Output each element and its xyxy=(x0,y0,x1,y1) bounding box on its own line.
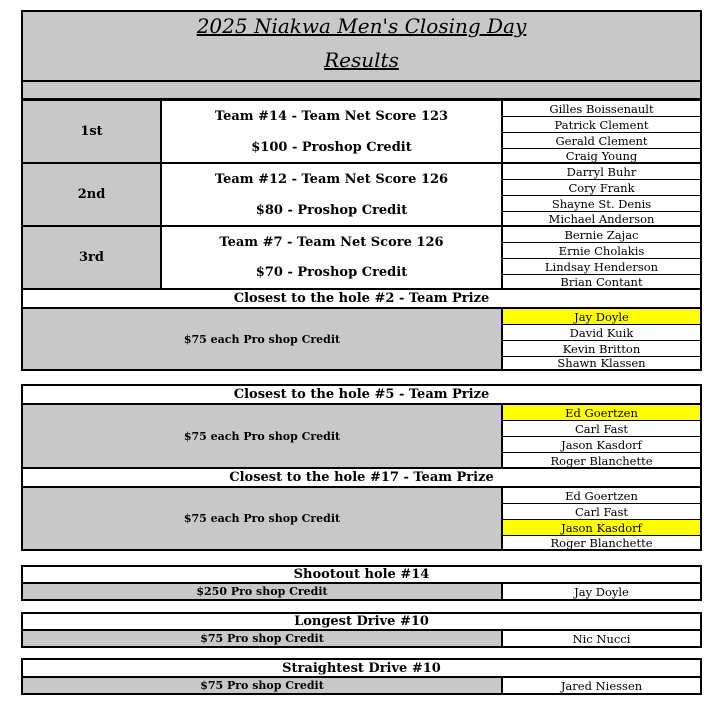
member-name: Lindsay Henderson xyxy=(503,259,700,275)
closest-5-17-block xyxy=(21,384,702,551)
member-name: Craig Young xyxy=(565,148,638,163)
straightest-drive-block xyxy=(21,658,702,695)
team-2nd-prize: $80 - Proshop Credit xyxy=(255,203,408,218)
member-name: Darryl Buhr xyxy=(503,164,700,180)
member-name: Kevin Britton xyxy=(503,341,700,357)
member-name: Roger Blanchette xyxy=(550,535,653,550)
closest-5-prize: $75 each Pro shop Credit xyxy=(23,405,503,469)
member-name-highlighted: Jay Doyle xyxy=(503,309,700,325)
place-2nd: 2nd xyxy=(23,164,162,227)
longest-drive-winner: Nic Nucci xyxy=(503,631,700,646)
closest-17-prize: $75 each Pro shop Credit xyxy=(23,488,503,549)
shootout-title: Shootout hole #14 xyxy=(23,567,700,584)
team-1st-info xyxy=(162,101,503,164)
member-name: Shayne St. Denis xyxy=(503,196,700,212)
straightest-drive-winner: Jared Niessen xyxy=(503,678,700,693)
closest-2-title: Closest to the hole #2 - Team Prize xyxy=(23,290,700,309)
closest-5-title: Closest to the hole #5 - Team Prize xyxy=(23,386,700,405)
straightest-drive-title: Straightest Drive #10 xyxy=(23,660,700,678)
member-name: Ed Goertzen xyxy=(503,488,700,504)
team-2nd-info xyxy=(162,164,503,227)
team-3rd-members xyxy=(503,227,700,288)
team-2nd-name: Team #12 - Team Net Score 126 xyxy=(214,172,449,187)
member-name: Brian Contant xyxy=(560,274,643,289)
team-3rd-info xyxy=(162,227,503,288)
member-name: Michael Anderson xyxy=(548,211,655,226)
member-name: Carl Fast xyxy=(503,421,700,437)
closest-5-members xyxy=(503,405,700,469)
longest-drive-title: Longest Drive #10 xyxy=(23,614,700,631)
shootout-block xyxy=(21,565,702,601)
closest-2-prize: $75 each Pro shop Credit xyxy=(23,309,503,369)
member-name-highlighted: Jason Kasdorf xyxy=(503,520,700,536)
member-name: Bernie Zajac xyxy=(503,227,700,243)
member-name: Shawn Klassen xyxy=(557,356,646,370)
team-1st-name: Team #14 - Team Net Score 123 xyxy=(214,109,449,124)
longest-drive-block xyxy=(21,612,702,648)
member-name: Patrick Clement xyxy=(503,117,700,133)
page-title: 2025 Niakwa Men's Closing Day xyxy=(196,14,527,38)
member-name: Carl Fast xyxy=(503,504,700,520)
closest-17-members xyxy=(503,488,700,549)
closest-2-members xyxy=(503,309,700,369)
member-name: Gilles Boissenault xyxy=(503,101,700,117)
member-name: Cory Frank xyxy=(503,180,700,196)
team-3rd-name: Team #7 - Team Net Score 126 xyxy=(219,235,444,250)
closest-17-title: Closest to the hole #17 - Team Prize xyxy=(23,469,700,488)
team-1st-prize: $100 - Proshop Credit xyxy=(251,140,412,155)
shootout-prize: $250 Pro shop Credit xyxy=(23,584,503,599)
member-name: Gerald Clement xyxy=(503,133,700,149)
team-2nd-members xyxy=(503,164,700,227)
member-name: David Kuik xyxy=(503,325,700,341)
member-name: Ernie Cholakis xyxy=(503,243,700,259)
team-1st-members xyxy=(503,101,700,164)
placings-block xyxy=(21,99,702,290)
place-1st: 1st xyxy=(23,101,162,164)
member-name-highlighted: Ed Goertzen xyxy=(503,405,700,421)
header-block xyxy=(21,10,702,82)
member-name: Jason Kasdorf xyxy=(503,437,700,453)
team-3rd-prize: $70 - Proshop Credit xyxy=(255,265,408,280)
header-spacer xyxy=(21,82,702,100)
page-subtitle: Results xyxy=(324,48,399,72)
closest-2-block xyxy=(21,288,702,371)
member-name: Roger Blanchette xyxy=(550,454,653,468)
place-3rd: 3rd xyxy=(23,227,162,288)
straightest-drive-prize: $75 Pro shop Credit xyxy=(23,678,503,693)
longest-drive-prize: $75 Pro shop Credit xyxy=(23,631,503,646)
shootout-winner: Jay Doyle xyxy=(503,584,700,599)
